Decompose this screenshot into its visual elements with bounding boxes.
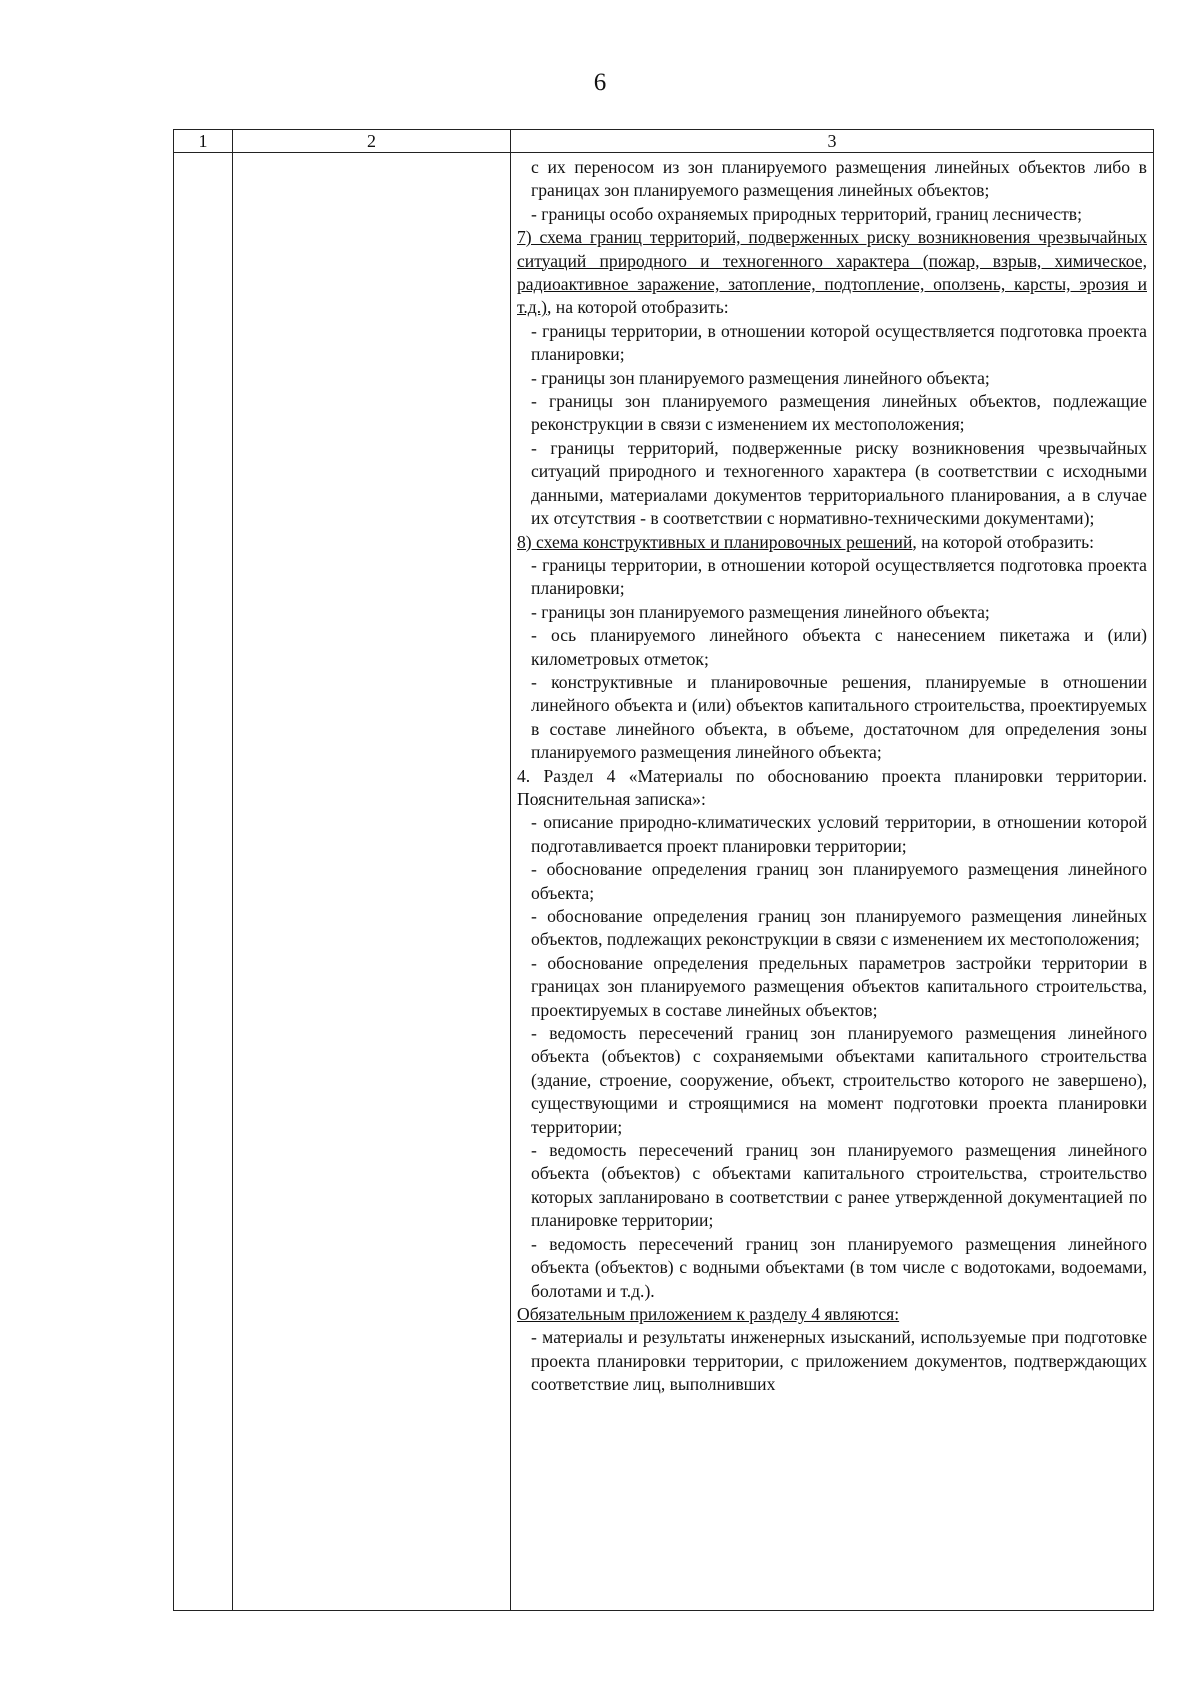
paragraph-text: - ведомость пересечений границ зон планируемого размещения линейного объекта (объектов) с сохраняемыми объектами капитального строительства (здание, строение, сооружение, объект, строительство которого не завершено), существующими и строящимися на момент подготовки проекта планировки территории;	[531, 1023, 1147, 1137]
paragraph-text: - границы зон планируемого размещения линейного объекта;	[531, 601, 990, 622]
underlined-heading: Обязательным приложением к разделу 4 являются:	[517, 1303, 900, 1324]
content-paragraph	[517, 1139, 1147, 1233]
content-paragraph	[517, 624, 1147, 671]
column-header-2: 2	[233, 130, 511, 153]
paragraph-text: - материалы и результаты инженерных изысканий, используемые при подготовке проекта планировки территории, с приложением документов, подтверждающих соответствие лиц, выполнивших	[531, 1327, 1147, 1395]
content-paragraph	[517, 320, 1147, 367]
paragraph-text: , на которой отобразить:	[912, 531, 1095, 552]
content-paragraph	[517, 952, 1147, 1022]
paragraph-text: - конструктивные и планировочные решения, планируемые в отношении линейного объекта и (или) объектов капитального строительства, проектируемых в составе линейного объекта, в объеме, достаточном для определения зоны планируемого размещения линейного объекта;	[531, 671, 1147, 763]
column-header-1: 1	[174, 130, 233, 153]
paragraph-text: - границы особо охраняемых природных территорий, границ лесничеств;	[531, 203, 1082, 224]
paragraph-text: - ось планируемого линейного объекта с нанесением пикетажа и (или) километровых отметок;	[531, 625, 1147, 669]
content-body	[517, 156, 1147, 1397]
content-paragraph	[517, 203, 1147, 226]
cell-column-3	[511, 153, 1154, 1611]
content-paragraph	[517, 601, 1147, 624]
document-table	[173, 129, 1154, 1611]
cell-column-2	[233, 153, 511, 1611]
paragraph-text: - обоснование определения границ зон планируемого размещения линейных объектов, подлежащих реконструкции в связи с изменением их местоположения;	[531, 906, 1147, 950]
content-paragraph	[517, 1303, 1147, 1326]
paragraph-text: - границы территории, в отношении которой осуществляется подготовка проекта планировки;	[531, 554, 1147, 599]
content-paragraph	[517, 554, 1147, 601]
paragraph-text: с их переносом из зон планируемого размещения линейных объектов либо в границах зон планируемого размещения линейных объектов;	[531, 157, 1147, 201]
paragraph-text: , на которой отобразить:	[546, 297, 729, 318]
paragraph-text: - границы территорий, подверженные риску возникновения чрезвычайных ситуаций природного и техногенного характера (в соответствии с исходными данными, материалами документов территориального планирования, а в случае их отсутствия - в соответствии с нормативно-техническими документами);	[531, 437, 1147, 529]
content-paragraph	[517, 367, 1147, 390]
content-paragraph	[517, 1326, 1147, 1396]
content-paragraph	[517, 1022, 1147, 1139]
content-paragraph	[517, 156, 1147, 203]
content-paragraph	[517, 811, 1147, 858]
paragraph-text: - границы зон планируемого размещения линейного объекта;	[531, 367, 990, 388]
page-number: 6	[593, 69, 607, 96]
underlined-heading: 8) схема конструктивных и планировочных решений	[517, 531, 913, 552]
table-header-row	[174, 130, 1154, 153]
table-body-row	[174, 153, 1154, 1611]
paragraph-text: - обоснование определения границ зон планируемого размещения линейного объекта;	[531, 859, 1147, 903]
paragraph-text: - границы зон планируемого размещения линейных объектов, подлежащие реконструкции в связи с изменением их местоположения;	[531, 391, 1147, 435]
content-paragraph	[517, 437, 1147, 531]
paragraph-text: - границы территории, в отношении которой осуществляется подготовка проекта планировки;	[531, 320, 1147, 365]
paragraph-text: - обоснование определения предельных параметров застройки территории в границах зон планируемого размещения объектов капитального строительства, проектируемых в составе линейных объектов;	[531, 952, 1147, 1020]
content-paragraph	[517, 765, 1147, 812]
content-paragraph	[517, 858, 1147, 905]
content-paragraph	[517, 671, 1147, 765]
paragraph-text: - описание природно-климатических условий территории, в отношении которой подготавливается проект планировки территории;	[531, 812, 1147, 856]
cell-column-1	[174, 153, 233, 1611]
content-paragraph	[517, 905, 1147, 952]
column-header-3: 3	[511, 130, 1154, 153]
content-paragraph	[517, 226, 1147, 320]
paragraph-text: 4. Раздел 4 «Материалы по обоснованию проекта планировки территории. Пояснительная записка»:	[517, 765, 1147, 809]
underlined-heading: 7) схема границ территорий, подверженных риску возникновения чрезвычайных ситуаций природного и техногенного характера (пожар, взрыв, химическое, радиоактивное заражение, затопление, подтопление, оползень, карсты, эрозия и т.д.)	[517, 227, 1147, 318]
content-paragraph	[517, 1233, 1147, 1303]
paragraph-text: - ведомость пересечений границ зон планируемого размещения линейного объекта (объектов) с объектами капитального строительства, строительство которых запланировано в соответствии с ранее утвержденной документацией по планировке территории;	[531, 1140, 1147, 1231]
paragraph-text: - ведомость пересечений границ зон планируемого размещения линейного объекта (объектов) с водными объектами (в том числе с водотоками, водоемами, болотами и т.д.).	[531, 1233, 1147, 1301]
content-paragraph	[517, 531, 1147, 554]
content-paragraph	[517, 390, 1147, 437]
